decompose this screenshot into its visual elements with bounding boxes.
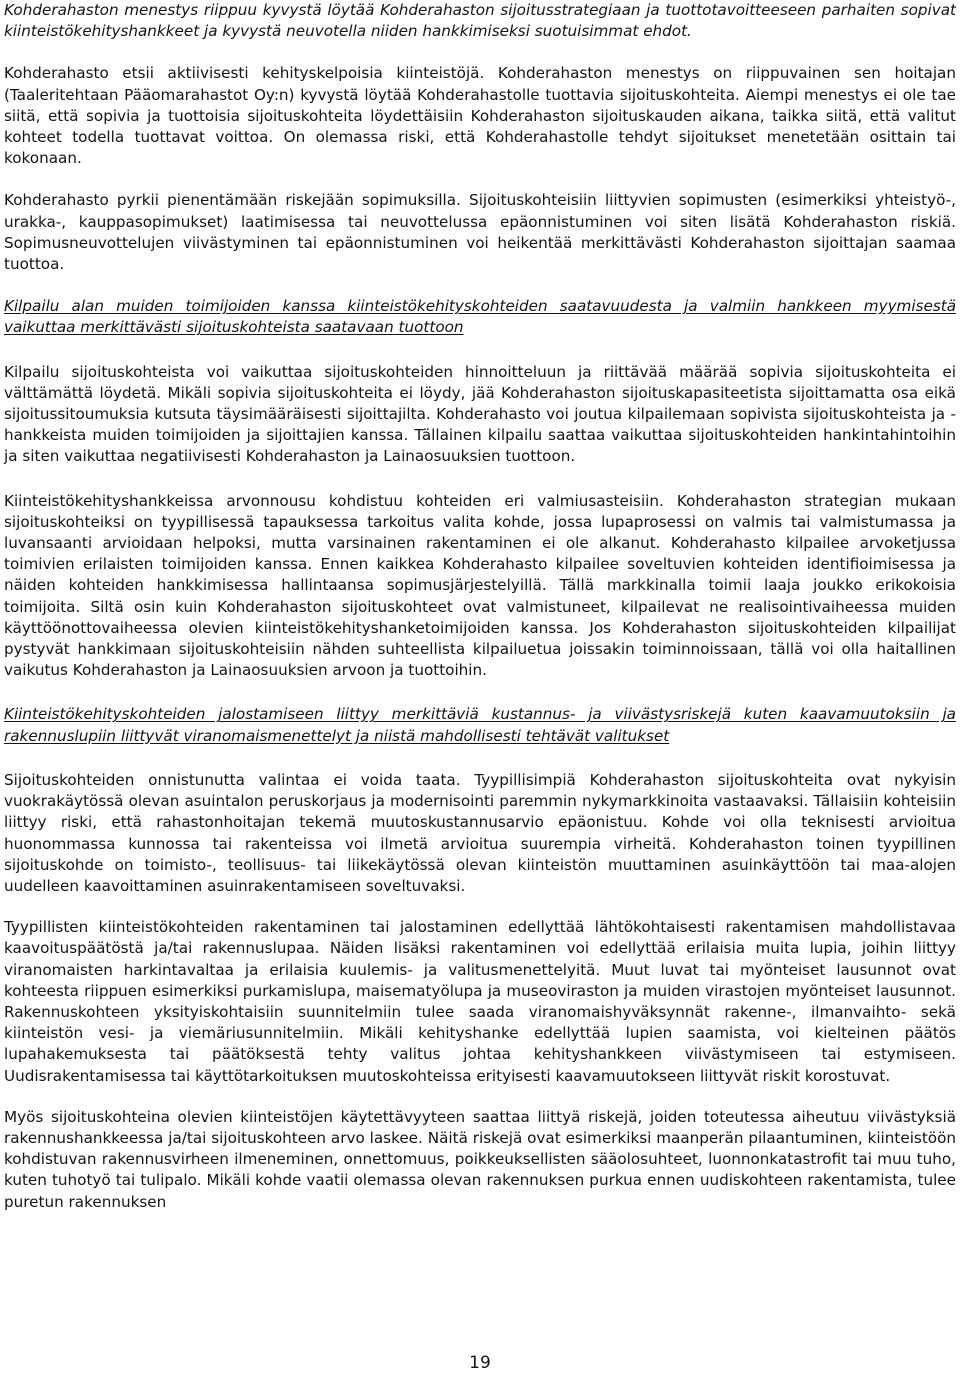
paragraph-investment-selection: Sijoituskohteiden onnistunutta valintaa ei voida taata. Tyypillisimpiä Kohderahaston sijoituskohteita ovat nykyisin vuokrakäytössä olevan asuintalon peruskorjaus ja modernisointi paremmin nykymarkkinoita vastaavaksi. Tällaisiin kohteisiin liittyy riski, että rahastonhoitajan tekemä muutoskustannusarvio epäonistuu. Kohde voi olla teknisesti arvioitua huonommassa kunnossa tai rakenteissa voi ilmetä arvioitua suurempia virheitä. Kohderahaston toinen tyypillinen sijoituskohde on toimisto-, teollisuus- tai liikekäytössä olevan kiinteistön muuttaminen asuinkäyttöön tai maa-alojen uudelleen kaavoittaminen asuinrakentamiseen soveltuvaksi. <box>4 770 956 895</box>
paragraph-competition-pricing: Kilpailu sijoituskohteista voi vaikuttaa sijoituskohteiden hinnoitteluun ja riittävää määrää sopivia sijoituskohteita ei välttämättä löydetä. Mikäli sopivia sijoituskohteita ei löydy, jää Kohderahaston sijoituskapasiteetista sijoittamatta osa eikä sijoitussitoumuksia kutsuta täysimääräisesti sijoittajilta. Kohderahasto voi joutua kilpailemaan sopivista sijoituskohteista ja -hankkeista muiden toimijoiden ja sijoittajien kanssa. Tällainen kilpailu saattaa vaikuttaa sijoituskohteiden hankintahintoihin ja siten vaikuttaa negatiivisesti Kohderahaston ja Lainaosuuksien tuottoon. <box>4 362 956 466</box>
section-heading-competition: Kilpailu alan muiden toimijoiden kanssa kiinteistökehityskohteiden saatavuudesta ja valmiin hankkeen myymisestä vaikuttaa merkittävästi sijoituskohteista saatavaan tuottoon <box>4 297 956 337</box>
paragraph-permits: Tyypillisten kiinteistökohteiden rakentaminen tai jalostaminen edellyttää lähtökohtaisesti rakentamisen mahdollistavaa kaavoituspäätöstä ja/tai rakennuslupaa. Näiden lisäksi rakentaminen voi edellyttää erilaisia muita lupia, joihin liittyy viranomaisten harkintavaltaa ja erilaisia kuulemis- ja valitusmenettelyitä. Muut luvat tai myönteiset lausunnot ovat kohteesta riippuen esimerkiksi purkamislupa, maisematyölupa ja museoviraston ja muiden virastojen myönteiset lausunnot. Rakennuskohteen yksityiskohtaisiin suunnitelmiin tulee saada viranomaishyväksynnät rakenne-, ilmanvaihto- sekä kiinteistön vesi- ja viemäriusunnitelmiin. Mikäli kehityshanke edellyttää lupien saamista, voi kielteinen päätös lupahakemuksesta tai päätöksestä tehty valitus johtaa kehityshankkeen viivästymiseen tai estymiseen. Uudisrakentamisessa tai käyttötarkoituksen muutoskohteissa erityisesti kaavamuutokseen liittyvät riskit korostuvat. <box>4 918 956 1085</box>
paragraph-usability-risks: Myös sijoituskohteina olevien kiinteistöjen käytettävyyteen saattaa liittyä riskejä, joiden toteutessa aiheutuu viivästyksiä rakennushankkeessa ja/tai sijoituskohteen arvo laskee. Näitä riskejä ovat esimerkiksi maanperän pilaantuminen, kiinteistöön kohdistuvan rakennusvirheen ilmeneminen, onnettomuus, poikkeuksellisten sääolosuhteet, luonnonkatastrofit tai muu tuho, kuten tuhotyö tai tulipalo. Mikäli kohde vaatii olemassa olevan rakennuksen purkua ennen uudiskohteen rakentamista, tulee puretun rakennuksen <box>4 1107 956 1211</box>
paragraph-development-properties: Kohderahasto etsii aktiivisesti kehityskelpoisia kiinteistöjä. Kohderahaston menestys on riippuvainen sen hoitajan (Taaleritehtaan Pääomarahastot Oy:n) kyvystä löytää Kohderahastolle tuottavia sijoituskohteita. Aiempi menestys ei ole tae siitä, että sopivia ja tuottoisia sijoituskohteita löydettäisiin Kohderahaston sijoituskauden aikana, taikka siitä, että valitut kohteet todella tuottavat voittoa. On olemassa riski, että Kohderahastolle tehdyt sijoitukset menetetään osittain tai kokonaan. <box>4 64 956 168</box>
document-page <box>4 0 956 1213</box>
paragraph-intro-continued: Kohderahaston menestys riippuu kyvystä löytää Kohderahaston sijoitusstrategiaan ja tuottotavoitteeseen parhaiten sopivat kiinteistökehityshankkeet ja kyvystä neuvotella niiden hankkimiseksi suotuisimmat ehdot. <box>4 1 956 41</box>
paragraph-value-chain: Kiinteistökehityshankkeissa arvonnousu kohdistuu kohteiden eri valmiusasteisiin. Kohderahaston strategian mukaan sijoituskohteiksi on tyypillisessä tapauksessa tarkoitus valita kohde, jossa lupaprosessi on valmis tai valmistumassa ja luvansaanti arvioidaan helpoksi, mutta varsinainen rakentaminen ei ole alkanut. Kohderahasto kilpailee arvoketjussa toimivien erilaisten toimijoiden kanssa. Ennen kaikkea Kohderahasto kilpailee soveltuvien kohteiden identifioimisessa ja näiden kohteiden hankkimisessa hallintaansa sopimusjärjestelyillä. Tällä markkinalla toimii laaja joukko erikokoisia toimijoita. Siltä osin kuin Kohderahaston sijoituskohteet ovat valmistuneet, kilpailevat ne realisointivaiheessa muiden käyttöönottovaiheessa olevien kiinteistökehityshanketoimijoiden kanssa. Jos Kohderahaston sijoituskohteiden kilpailijat pystyvät hankkimaan sijoituskohteisiin nähden suhteellista kilpailuetua joissakin toiminnoissaan, tällä voi olla haitallinen vaikutus Kohderahaston ja Lainaosuuksien arvoon ja tuottoihin. <box>4 491 956 680</box>
page-number: 19 <box>469 1353 491 1373</box>
section-heading-development-risks: Kiinteistökehityskohteiden jalostamiseen liittyy merkittäviä kustannus- ja viivästysriskejä kuten kaavamuutoksiin ja rakennuslupiin liittyvät viranomaismenettelyt ja niistä mahdollisesti tehtävät valitukset <box>4 705 956 745</box>
paragraph-contracts: Kohderahasto pyrkii pienentämään riskejään sopimuksilla. Sijoituskohteisiin liittyvien sopimusten (esimerkiksi yhteistyö-, urakka-, kauppasopimukset) laatimisessa tai neuvottelussa epäonnistuminen voi siten lisätä Kohderahaston riskiä. Sopimusneuvottelujen viivästyminen tai epäonnistuminen voi heikentää merkittävästi Kohderahaston sijoittajan saamaa tuottoa. <box>4 191 956 274</box>
